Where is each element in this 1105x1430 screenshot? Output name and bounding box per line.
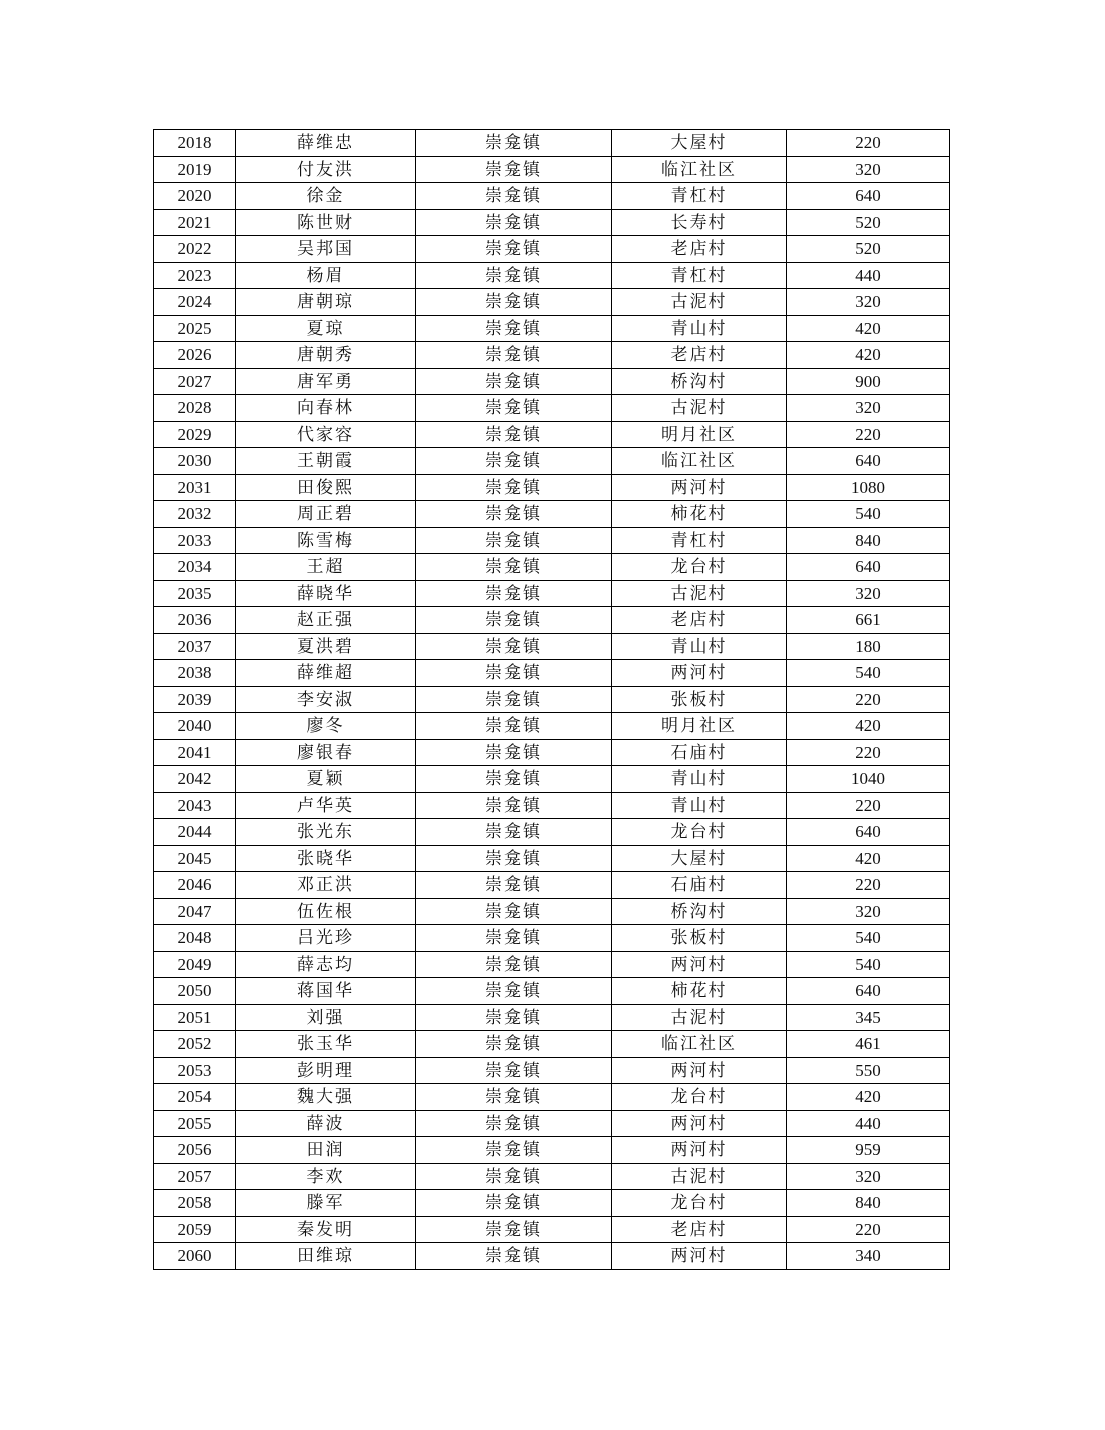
town-cell: 崇龛镇	[416, 1004, 612, 1031]
village-cell: 龙台村	[612, 1190, 787, 1217]
row-number-cell: 2059	[154, 1216, 236, 1243]
village-cell: 两河村	[612, 951, 787, 978]
town-cell: 崇龛镇	[416, 845, 612, 872]
table-row	[154, 236, 950, 263]
town-cell: 崇龛镇	[416, 342, 612, 369]
amount-cell: 540	[787, 951, 950, 978]
amount-cell: 420	[787, 845, 950, 872]
table-row	[154, 262, 950, 289]
amount-cell: 1040	[787, 766, 950, 793]
amount-cell: 640	[787, 978, 950, 1005]
table-row	[154, 713, 950, 740]
town-cell: 崇龛镇	[416, 633, 612, 660]
table-row	[154, 448, 950, 475]
amount-cell: 900	[787, 368, 950, 395]
town-cell: 崇龛镇	[416, 951, 612, 978]
village-cell: 桥沟村	[612, 368, 787, 395]
amount-cell: 520	[787, 236, 950, 263]
table-row	[154, 898, 950, 925]
table-row	[154, 342, 950, 369]
table-row	[154, 766, 950, 793]
amount-cell: 640	[787, 183, 950, 210]
row-number-cell: 2023	[154, 262, 236, 289]
name-cell: 伍佐根	[236, 898, 416, 925]
village-cell: 桥沟村	[612, 898, 787, 925]
name-cell: 徐金	[236, 183, 416, 210]
name-cell: 廖冬	[236, 713, 416, 740]
row-number-cell: 2039	[154, 686, 236, 713]
town-cell: 崇龛镇	[416, 421, 612, 448]
village-cell: 古泥村	[612, 1163, 787, 1190]
village-cell: 张板村	[612, 925, 787, 952]
village-cell: 明月社区	[612, 421, 787, 448]
name-cell: 吕光珍	[236, 925, 416, 952]
amount-cell: 420	[787, 713, 950, 740]
table-row	[154, 978, 950, 1005]
town-cell: 崇龛镇	[416, 156, 612, 183]
town-cell: 崇龛镇	[416, 739, 612, 766]
row-number-cell: 2024	[154, 289, 236, 316]
table-row	[154, 686, 950, 713]
village-cell: 龙台村	[612, 819, 787, 846]
name-cell: 邓正洪	[236, 872, 416, 899]
row-number-cell: 2028	[154, 395, 236, 422]
row-number-cell: 2027	[154, 368, 236, 395]
town-cell: 崇龛镇	[416, 1216, 612, 1243]
name-cell: 夏琼	[236, 315, 416, 342]
village-cell: 柿花村	[612, 501, 787, 528]
name-cell: 彭明理	[236, 1057, 416, 1084]
village-cell: 老店村	[612, 236, 787, 263]
name-cell: 陈雪梅	[236, 527, 416, 554]
table-row	[154, 1190, 950, 1217]
row-number-cell: 2058	[154, 1190, 236, 1217]
row-number-cell: 2041	[154, 739, 236, 766]
table-row	[154, 1084, 950, 1111]
town-cell: 崇龛镇	[416, 925, 612, 952]
name-cell: 薛维忠	[236, 130, 416, 157]
town-cell: 崇龛镇	[416, 1163, 612, 1190]
name-cell: 唐朝琼	[236, 289, 416, 316]
village-cell: 大屋村	[612, 845, 787, 872]
town-cell: 崇龛镇	[416, 395, 612, 422]
village-cell: 龙台村	[612, 1084, 787, 1111]
table-row	[154, 633, 950, 660]
town-cell: 崇龛镇	[416, 183, 612, 210]
village-cell: 明月社区	[612, 713, 787, 740]
village-cell: 青山村	[612, 766, 787, 793]
amount-cell: 220	[787, 421, 950, 448]
village-cell: 张板村	[612, 686, 787, 713]
row-number-cell: 2060	[154, 1243, 236, 1270]
name-cell: 秦发明	[236, 1216, 416, 1243]
town-cell: 崇龛镇	[416, 368, 612, 395]
amount-cell: 420	[787, 342, 950, 369]
row-number-cell: 2031	[154, 474, 236, 501]
amount-cell: 220	[787, 1216, 950, 1243]
row-number-cell: 2018	[154, 130, 236, 157]
row-number-cell: 2045	[154, 845, 236, 872]
village-cell: 青山村	[612, 792, 787, 819]
amount-cell: 420	[787, 315, 950, 342]
row-number-cell: 2032	[154, 501, 236, 528]
town-cell: 崇龛镇	[416, 1084, 612, 1111]
town-cell: 崇龛镇	[416, 819, 612, 846]
row-number-cell: 2046	[154, 872, 236, 899]
village-cell: 石庙村	[612, 872, 787, 899]
name-cell: 魏大强	[236, 1084, 416, 1111]
table-row	[154, 1137, 950, 1164]
village-cell: 古泥村	[612, 395, 787, 422]
village-cell: 青山村	[612, 633, 787, 660]
table-row	[154, 554, 950, 581]
town-cell: 崇龛镇	[416, 898, 612, 925]
amount-cell: 640	[787, 554, 950, 581]
name-cell: 夏洪碧	[236, 633, 416, 660]
village-cell: 古泥村	[612, 289, 787, 316]
amount-cell: 440	[787, 1110, 950, 1137]
village-cell: 两河村	[612, 1057, 787, 1084]
row-number-cell: 2040	[154, 713, 236, 740]
table-row	[154, 156, 950, 183]
table-row	[154, 183, 950, 210]
name-cell: 滕军	[236, 1190, 416, 1217]
amount-cell: 320	[787, 580, 950, 607]
table-row	[154, 607, 950, 634]
amount-cell: 180	[787, 633, 950, 660]
village-cell: 古泥村	[612, 580, 787, 607]
amount-cell: 640	[787, 448, 950, 475]
amount-cell: 345	[787, 1004, 950, 1031]
amount-cell: 959	[787, 1137, 950, 1164]
village-cell: 大屋村	[612, 130, 787, 157]
village-cell: 青杠村	[612, 262, 787, 289]
row-number-cell: 2052	[154, 1031, 236, 1058]
table-row	[154, 1163, 950, 1190]
row-number-cell: 2054	[154, 1084, 236, 1111]
name-cell: 卢华英	[236, 792, 416, 819]
village-cell: 老店村	[612, 342, 787, 369]
row-number-cell: 2042	[154, 766, 236, 793]
table-row	[154, 1110, 950, 1137]
table-row	[154, 1216, 950, 1243]
amount-cell: 540	[787, 501, 950, 528]
table-row	[154, 501, 950, 528]
row-number-cell: 2025	[154, 315, 236, 342]
amount-cell: 340	[787, 1243, 950, 1270]
town-cell: 崇龛镇	[416, 315, 612, 342]
village-cell: 临江社区	[612, 448, 787, 475]
name-cell: 薛志均	[236, 951, 416, 978]
village-cell: 石庙村	[612, 739, 787, 766]
name-cell: 张光东	[236, 819, 416, 846]
amount-cell: 320	[787, 156, 950, 183]
amount-cell: 661	[787, 607, 950, 634]
name-cell: 王朝霞	[236, 448, 416, 475]
village-cell: 两河村	[612, 1110, 787, 1137]
name-cell: 唐朝秀	[236, 342, 416, 369]
town-cell: 崇龛镇	[416, 978, 612, 1005]
town-cell: 崇龛镇	[416, 289, 612, 316]
name-cell: 田俊熙	[236, 474, 416, 501]
amount-cell: 220	[787, 130, 950, 157]
village-cell: 两河村	[612, 660, 787, 687]
name-cell: 薛波	[236, 1110, 416, 1137]
town-cell: 崇龛镇	[416, 1243, 612, 1270]
amount-cell: 320	[787, 395, 950, 422]
town-cell: 崇龛镇	[416, 792, 612, 819]
town-cell: 崇龛镇	[416, 766, 612, 793]
village-cell: 长寿村	[612, 209, 787, 236]
name-cell: 夏颖	[236, 766, 416, 793]
village-cell: 青山村	[612, 315, 787, 342]
name-cell: 张晓华	[236, 845, 416, 872]
amount-cell: 320	[787, 1163, 950, 1190]
town-cell: 崇龛镇	[416, 448, 612, 475]
name-cell: 刘强	[236, 1004, 416, 1031]
table-row	[154, 1004, 950, 1031]
name-cell: 陈世财	[236, 209, 416, 236]
table-row	[154, 289, 950, 316]
village-cell: 老店村	[612, 607, 787, 634]
town-cell: 崇龛镇	[416, 1190, 612, 1217]
amount-cell: 540	[787, 925, 950, 952]
table-row	[154, 1057, 950, 1084]
name-cell: 杨眉	[236, 262, 416, 289]
table-row	[154, 421, 950, 448]
table-row	[154, 739, 950, 766]
town-cell: 崇龛镇	[416, 1110, 612, 1137]
table-row	[154, 1031, 950, 1058]
name-cell: 田维琼	[236, 1243, 416, 1270]
amount-cell: 220	[787, 792, 950, 819]
name-cell: 蒋国华	[236, 978, 416, 1005]
town-cell: 崇龛镇	[416, 209, 612, 236]
town-cell: 崇龛镇	[416, 236, 612, 263]
amount-cell: 1080	[787, 474, 950, 501]
name-cell: 薛维超	[236, 660, 416, 687]
row-number-cell: 2035	[154, 580, 236, 607]
row-number-cell: 2048	[154, 925, 236, 952]
amount-cell: 320	[787, 898, 950, 925]
row-number-cell: 2019	[154, 156, 236, 183]
village-cell: 临江社区	[612, 156, 787, 183]
name-cell: 王超	[236, 554, 416, 581]
row-number-cell: 2030	[154, 448, 236, 475]
table-row	[154, 792, 950, 819]
name-cell: 吴邦国	[236, 236, 416, 263]
data-table	[153, 129, 950, 1270]
table-row	[154, 872, 950, 899]
name-cell: 赵正强	[236, 607, 416, 634]
row-number-cell: 2033	[154, 527, 236, 554]
name-cell: 周正碧	[236, 501, 416, 528]
amount-cell: 220	[787, 739, 950, 766]
town-cell: 崇龛镇	[416, 713, 612, 740]
name-cell: 李安淑	[236, 686, 416, 713]
row-number-cell: 2055	[154, 1110, 236, 1137]
village-cell: 龙台村	[612, 554, 787, 581]
amount-cell: 640	[787, 819, 950, 846]
table-row	[154, 130, 950, 157]
row-number-cell: 2029	[154, 421, 236, 448]
row-number-cell: 2022	[154, 236, 236, 263]
town-cell: 崇龛镇	[416, 1137, 612, 1164]
row-number-cell: 2050	[154, 978, 236, 1005]
row-number-cell: 2047	[154, 898, 236, 925]
name-cell: 张玉华	[236, 1031, 416, 1058]
table-row	[154, 527, 950, 554]
name-cell: 唐军勇	[236, 368, 416, 395]
town-cell: 崇龛镇	[416, 262, 612, 289]
amount-cell: 220	[787, 686, 950, 713]
village-cell: 青杠村	[612, 527, 787, 554]
town-cell: 崇龛镇	[416, 660, 612, 687]
name-cell: 田润	[236, 1137, 416, 1164]
name-cell: 向春林	[236, 395, 416, 422]
table-row	[154, 395, 950, 422]
village-cell: 两河村	[612, 1137, 787, 1164]
amount-cell: 550	[787, 1057, 950, 1084]
town-cell: 崇龛镇	[416, 580, 612, 607]
row-number-cell: 2049	[154, 951, 236, 978]
row-number-cell: 2034	[154, 554, 236, 581]
row-number-cell: 2057	[154, 1163, 236, 1190]
amount-cell: 840	[787, 527, 950, 554]
village-cell: 古泥村	[612, 1004, 787, 1031]
amount-cell: 540	[787, 660, 950, 687]
table-row	[154, 1243, 950, 1270]
table-row	[154, 580, 950, 607]
town-cell: 崇龛镇	[416, 527, 612, 554]
town-cell: 崇龛镇	[416, 554, 612, 581]
row-number-cell: 2044	[154, 819, 236, 846]
row-number-cell: 2053	[154, 1057, 236, 1084]
table-row	[154, 315, 950, 342]
table-row	[154, 368, 950, 395]
table-row	[154, 845, 950, 872]
table-row	[154, 951, 950, 978]
village-cell: 两河村	[612, 1243, 787, 1270]
table-row	[154, 819, 950, 846]
amount-cell: 440	[787, 262, 950, 289]
row-number-cell: 2038	[154, 660, 236, 687]
name-cell: 付友洪	[236, 156, 416, 183]
row-number-cell: 2021	[154, 209, 236, 236]
name-cell: 廖银春	[236, 739, 416, 766]
row-number-cell: 2056	[154, 1137, 236, 1164]
town-cell: 崇龛镇	[416, 1057, 612, 1084]
amount-cell: 320	[787, 289, 950, 316]
town-cell: 崇龛镇	[416, 130, 612, 157]
amount-cell: 220	[787, 872, 950, 899]
row-number-cell: 2051	[154, 1004, 236, 1031]
row-number-cell: 2043	[154, 792, 236, 819]
table-row	[154, 209, 950, 236]
table-row	[154, 660, 950, 687]
village-cell: 青杠村	[612, 183, 787, 210]
name-cell: 李欢	[236, 1163, 416, 1190]
town-cell: 崇龛镇	[416, 501, 612, 528]
table-row	[154, 925, 950, 952]
town-cell: 崇龛镇	[416, 474, 612, 501]
amount-cell: 840	[787, 1190, 950, 1217]
town-cell: 崇龛镇	[416, 1031, 612, 1058]
row-number-cell: 2020	[154, 183, 236, 210]
row-number-cell: 2037	[154, 633, 236, 660]
village-cell: 柿花村	[612, 978, 787, 1005]
town-cell: 崇龛镇	[416, 607, 612, 634]
row-number-cell: 2036	[154, 607, 236, 634]
town-cell: 崇龛镇	[416, 872, 612, 899]
amount-cell: 461	[787, 1031, 950, 1058]
village-cell: 老店村	[612, 1216, 787, 1243]
amount-cell: 520	[787, 209, 950, 236]
amount-cell: 420	[787, 1084, 950, 1111]
name-cell: 薛晓华	[236, 580, 416, 607]
village-cell: 临江社区	[612, 1031, 787, 1058]
row-number-cell: 2026	[154, 342, 236, 369]
name-cell: 代家容	[236, 421, 416, 448]
table-row	[154, 474, 950, 501]
village-cell: 两河村	[612, 474, 787, 501]
town-cell: 崇龛镇	[416, 686, 612, 713]
